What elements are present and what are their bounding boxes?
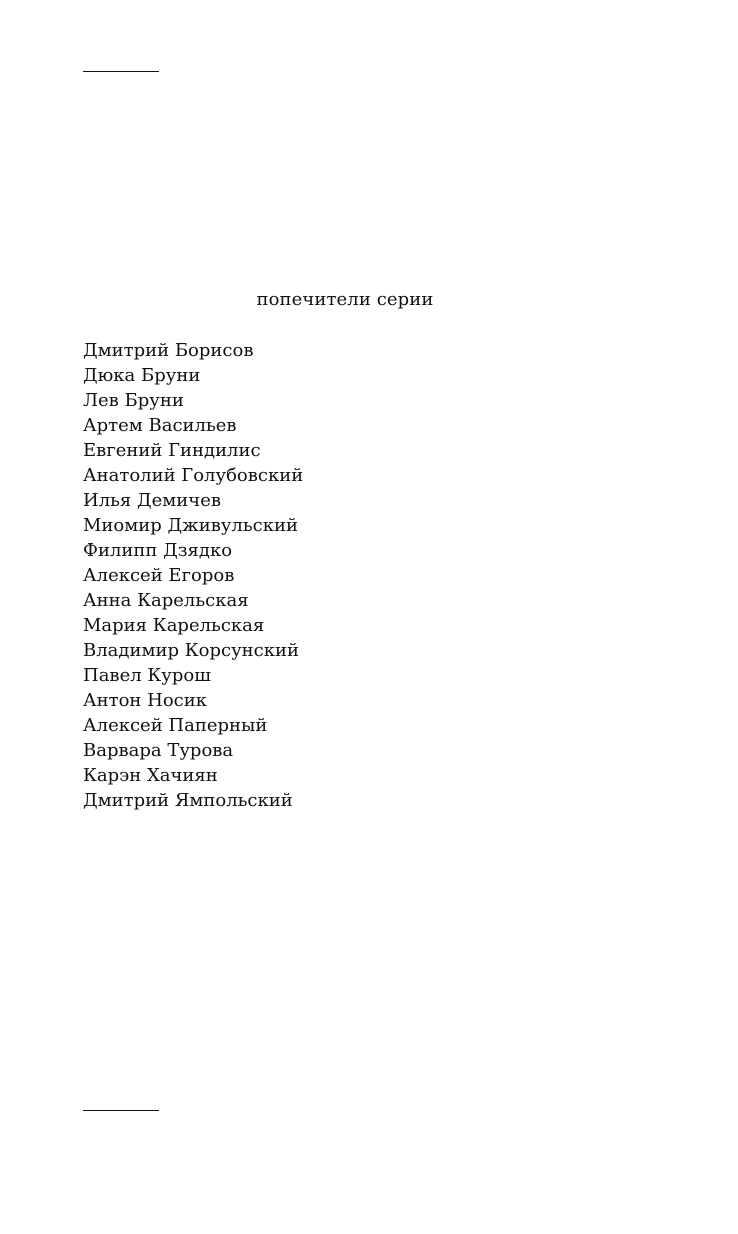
list-item: Владимир Корсунский xyxy=(83,640,299,661)
list-item: Алексей Егоров xyxy=(83,565,235,586)
list-item: Мария Карельская xyxy=(83,615,265,636)
list-item: Дмитрий Борисов xyxy=(83,340,254,361)
list-item: Анатолий Голубовский xyxy=(83,465,304,486)
list-item: Павел Курош xyxy=(83,665,211,686)
list-item: Евгений Гиндилис xyxy=(83,440,261,461)
list-item: Антон Носик xyxy=(83,690,208,711)
list-item: Артем Васильев xyxy=(83,415,237,436)
list-item: Карэн Хачиян xyxy=(83,765,218,786)
list-item: Лев Бруни xyxy=(83,390,184,411)
list-item: Варвара Турова xyxy=(83,740,234,761)
list-item: Миомир Дживульский xyxy=(83,515,298,536)
list-item: Илья Демичев xyxy=(83,490,221,511)
bottom-rule xyxy=(83,1110,159,1111)
section-heading: попечители серии xyxy=(256,289,434,310)
list-item: Анна Карельская xyxy=(83,590,249,611)
list-item: Дюка Бруни xyxy=(83,365,201,386)
list-item: Филипп Дзядко xyxy=(83,540,233,561)
list-item: Алексей Паперный xyxy=(83,715,268,736)
trustees-list xyxy=(83,338,303,813)
list-item: Дмитрий Ямпольский xyxy=(83,790,293,811)
top-rule xyxy=(83,71,159,72)
